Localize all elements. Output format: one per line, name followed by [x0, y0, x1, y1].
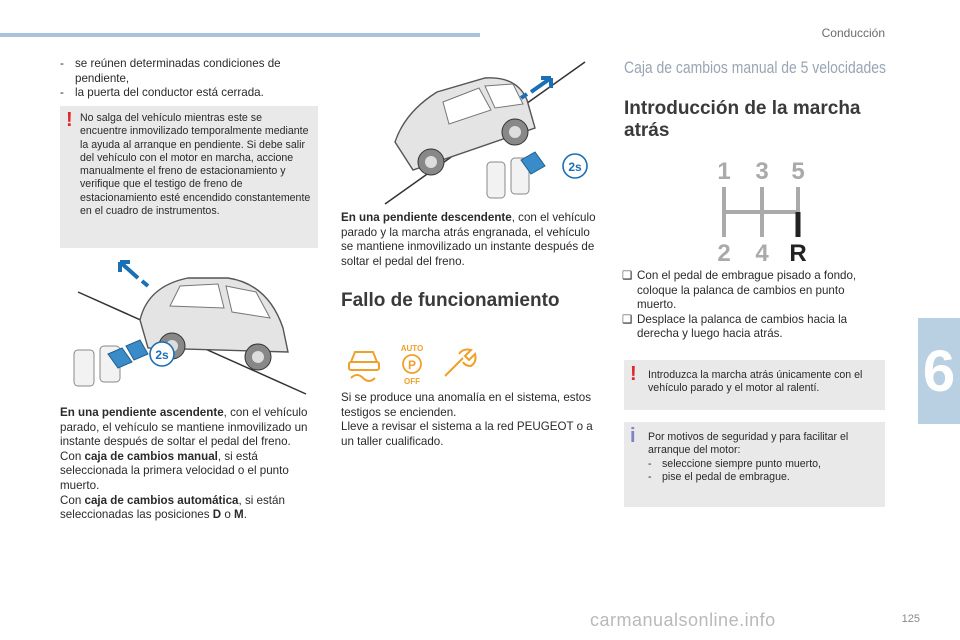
uphill-car-illustration	[68, 250, 308, 395]
reverse-steps-list	[622, 269, 884, 342]
list-item: - se reúnen determinadas condiciones de pendiente,	[60, 57, 281, 85]
svg-text:AUTO: AUTO	[400, 344, 424, 353]
warning-box	[624, 360, 885, 410]
wrench-icon	[445, 350, 476, 377]
pedals-icon	[74, 340, 148, 386]
info-box	[624, 422, 885, 507]
warning-icon: !	[66, 109, 73, 131]
section-title: Conducción	[821, 26, 885, 40]
fallo-paragraph: Si se produce una anomalía en el sistema, estos testigos se encienden. Lleve a revisar el sistema a la red PEUGEOT o a un taller cualificado.	[341, 391, 593, 448]
watermark: carmanualsonline.info	[590, 610, 776, 630]
warning-text: No salga del vehículo mientras este se encuentre inmovilizado temporalmente mediante la ayuda al arranque en pendiente. Si debe salir del vehículo con el motor en marcha, accione manualmente el freno de estacionamiento y verifique que el testigo de freno de estacionamiento esté encendido constantemente en el cuadro de instrumentos.	[80, 112, 311, 218]
svg-text:1: 1	[717, 158, 731, 185]
gearbox-title: Caja de cambios manual de 5 velocidades	[624, 58, 886, 77]
timer-badge-label: 2s	[568, 160, 582, 174]
uphill-paragraph: En una pendiente ascendente, con el vehículo parado, el vehículo se mantiene inmovilizado un instante después de soltar el pedal del freno. Con caja de cambios manual, si está seleccionada la primera velocidad o el punto muerto. Con caja de cambios automática, si están seleccionadas las posiciones D o M.	[60, 406, 308, 522]
downhill-paragraph: En una pendiente descendente, con el vehículo parado y la marcha atrás engranada, el vehículo se mantiene inmovilizado un instante después de soltar el pedal del freno.	[341, 211, 596, 268]
list-item: - la puerta del conductor está cerrada.	[60, 86, 264, 100]
chapter-tab: 6	[918, 318, 960, 424]
conditions-list	[60, 57, 305, 101]
info-text: Por motivos de seguridad y para facilitar el arranque del motor: - seleccione siempre punto muerto, - pise el pedal de embrague.	[648, 431, 849, 483]
timer-badge-label: 2s	[155, 348, 169, 362]
warning-lamps	[345, 342, 485, 386]
pedals-icon	[487, 152, 545, 198]
downhill-car-illustration	[345, 58, 595, 208]
svg-text:P: P	[407, 358, 417, 372]
warning-box	[60, 106, 318, 248]
svg-text:2: 2	[717, 240, 731, 267]
fallo-heading: Fallo de funcionamiento	[341, 290, 560, 311]
stability-control-icon	[349, 352, 379, 381]
reverse-heading: Introducción de la marcha atrás	[624, 98, 861, 141]
gear-pattern-diagram	[712, 155, 822, 265]
list-item: ❑ Con el pedal de embrague pisado a fondo, coloque la palanca de cambios en punto muerto.	[622, 269, 857, 312]
info-icon: i	[630, 425, 636, 447]
header-bar	[0, 33, 480, 37]
svg-text:3: 3	[755, 158, 769, 185]
arrow-icon	[521, 78, 551, 98]
page-number: 125	[901, 613, 920, 625]
svg-text:4: 4	[755, 240, 769, 267]
warning-icon: !	[630, 363, 637, 385]
warning-text: Introduzca la marcha atrás únicamente con el vehículo parado y el motor al ralentí.	[648, 369, 863, 395]
arrow-icon	[120, 262, 148, 286]
svg-text:R: R	[789, 240, 807, 267]
svg-text:5: 5	[791, 158, 805, 185]
auto-p-off-icon	[401, 344, 424, 386]
svg-text:OFF: OFF	[404, 377, 420, 386]
list-item: ❑ Desplace la palanca de cambios hacia la derecha y luego hacia atrás.	[622, 312, 848, 341]
